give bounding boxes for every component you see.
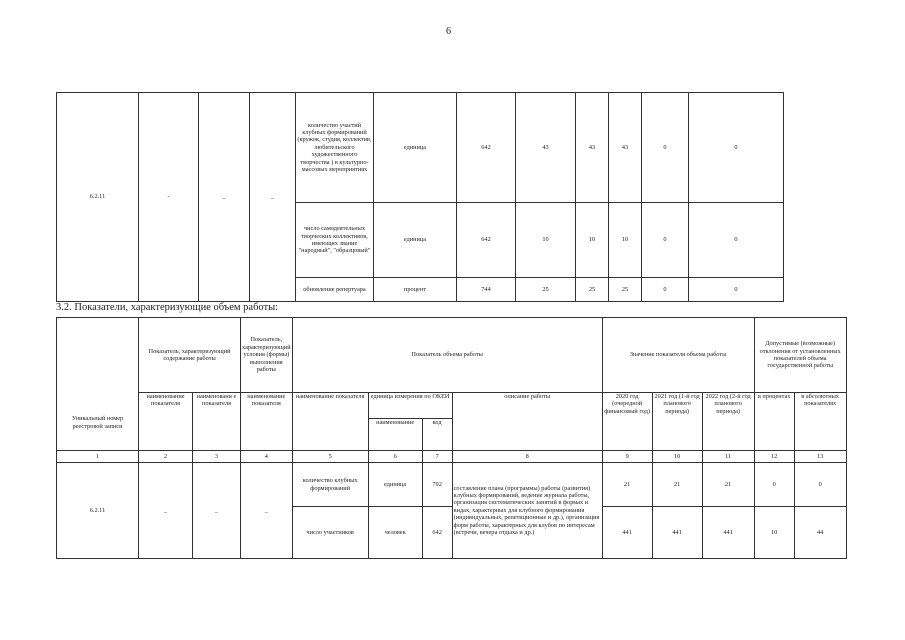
unit-code: 792: [422, 463, 452, 507]
value-2020: 21: [602, 463, 652, 507]
deviation-pct: 0: [642, 93, 689, 203]
value-2020: 441: [602, 507, 652, 559]
quality-indicators-table: [56, 92, 784, 302]
header-unit-code: код: [422, 419, 452, 451]
indicator-name: обновление репертуара: [296, 278, 374, 302]
content-value-1: _: [139, 463, 193, 559]
col-number: 11: [702, 451, 754, 463]
col-number: 7: [422, 451, 452, 463]
col-number: 4: [241, 451, 293, 463]
col-number: 6: [368, 451, 422, 463]
value-2022: 441: [702, 507, 754, 559]
volume-indicators-table: [56, 317, 847, 559]
section-title: 3.2. Показатели, характеризующие объем работы:: [56, 302, 279, 313]
deviation-abs: 0: [794, 463, 846, 507]
header-volume: Показатель объема работы: [292, 318, 602, 393]
deviation-abs: 0: [689, 93, 784, 203]
value-2020: 10: [516, 203, 576, 278]
header-name-ind-3: наименование показателя: [241, 393, 293, 451]
header-unit-name: наименование: [368, 419, 422, 451]
deviation-pct: 0: [754, 463, 794, 507]
unit-code: 744: [457, 278, 516, 302]
col-number: 12: [754, 451, 794, 463]
value-2021: 10: [576, 203, 609, 278]
value-2021: 25: [576, 278, 609, 302]
col-number: 3: [193, 451, 241, 463]
content-value-2: _: [193, 463, 241, 559]
header-unit-okei: единица измерения по ОКЕИ: [368, 393, 452, 419]
value-2022: 21: [702, 463, 754, 507]
deviation-abs: 0: [689, 278, 784, 302]
unit-name: единица: [374, 203, 457, 278]
unit-code: 642: [457, 93, 516, 203]
header-in-pct: в процентах: [754, 393, 794, 451]
col-number: 2: [139, 451, 193, 463]
col-number: 5: [292, 451, 368, 463]
deviation-pct: 10: [754, 507, 794, 559]
header-in-abs: в абсолютных показателях: [794, 393, 846, 451]
work-description: составление плана (программы) работы (развития) клубных формирований, ведение журнала работы, организация систематических занятий в формах и видах, характерных для клубного формирования (индивидуальных, репетиционные и др.), организация форм работы, характерных для клубов по интересам (встречи, вечера отдыха и др.): [452, 463, 602, 559]
unit-name: процент: [374, 278, 457, 302]
header-deviation: Допустимые (возможные) отклонения от установленных показателей объема государственной работы: [754, 318, 846, 393]
deviation-abs: 0: [689, 203, 784, 278]
value-2020: 43: [516, 93, 576, 203]
col-number: 1: [57, 451, 139, 463]
header-y2022: 2022 год (2-й год планового периода): [702, 393, 754, 451]
header-y2020: 2020 год (очередной финансовый год): [602, 393, 652, 451]
unit-code: 642: [422, 507, 452, 559]
registry-code: 6.2.11: [57, 93, 139, 302]
content-value-2: _: [199, 93, 250, 302]
indicator-name: количество участий клубных формирований (кружок, студия, коллектив, любительского художественного творчества ) в культурно-массовых мероприятиях: [296, 93, 374, 203]
value-2020: 25: [516, 278, 576, 302]
value-2022: 10: [609, 203, 642, 278]
deviation-pct: 0: [642, 203, 689, 278]
header-conditions: Показатель, характеризующий условия (формы) выполнения работы: [241, 318, 293, 393]
col-number: 10: [652, 451, 702, 463]
column-number-row: [57, 451, 847, 463]
value-2021: 21: [652, 463, 702, 507]
registry-code: 6.2.11: [57, 463, 139, 559]
value-2022: 43: [609, 93, 642, 203]
col-number: 8: [452, 451, 602, 463]
value-2022: 25: [609, 278, 642, 302]
value-2021: 441: [652, 507, 702, 559]
header-content: Показатель, характеризующий содержание работы: [139, 318, 241, 393]
deviation-abs: 44: [794, 507, 846, 559]
header-values: Значение показателя объема работы: [602, 318, 754, 393]
page-number: 6: [446, 26, 451, 37]
col-number: 13: [794, 451, 846, 463]
header-name-ind-4: наименование показателя: [292, 393, 368, 451]
header-work-desc: описание работы: [452, 393, 602, 451]
header-registry: Уникальный номер реестровой записи: [57, 318, 139, 451]
indicator-name: число самодеятельных творческих коллективов, имеющих звание "народный", "образцовый": [296, 203, 374, 278]
header-name-ind-1: наименование показателя: [139, 393, 193, 451]
header-name-ind-2: наименовани е показателя: [193, 393, 241, 451]
deviation-pct: 0: [642, 278, 689, 302]
unit-code: 642: [457, 203, 516, 278]
indicator-name: число участников: [292, 507, 368, 559]
condition-value: _: [241, 463, 293, 559]
unit-name: единица: [368, 463, 422, 507]
unit-name: человек: [368, 507, 422, 559]
col-number: 9: [602, 451, 652, 463]
header-y2021: 2021 год (1-й год планового периода): [652, 393, 702, 451]
content-value-1: -: [139, 93, 199, 302]
indicator-name: количество клубных формирований: [292, 463, 368, 507]
unit-name: единица: [374, 93, 457, 203]
value-2021: 43: [576, 93, 609, 203]
condition-value: _: [250, 93, 296, 302]
